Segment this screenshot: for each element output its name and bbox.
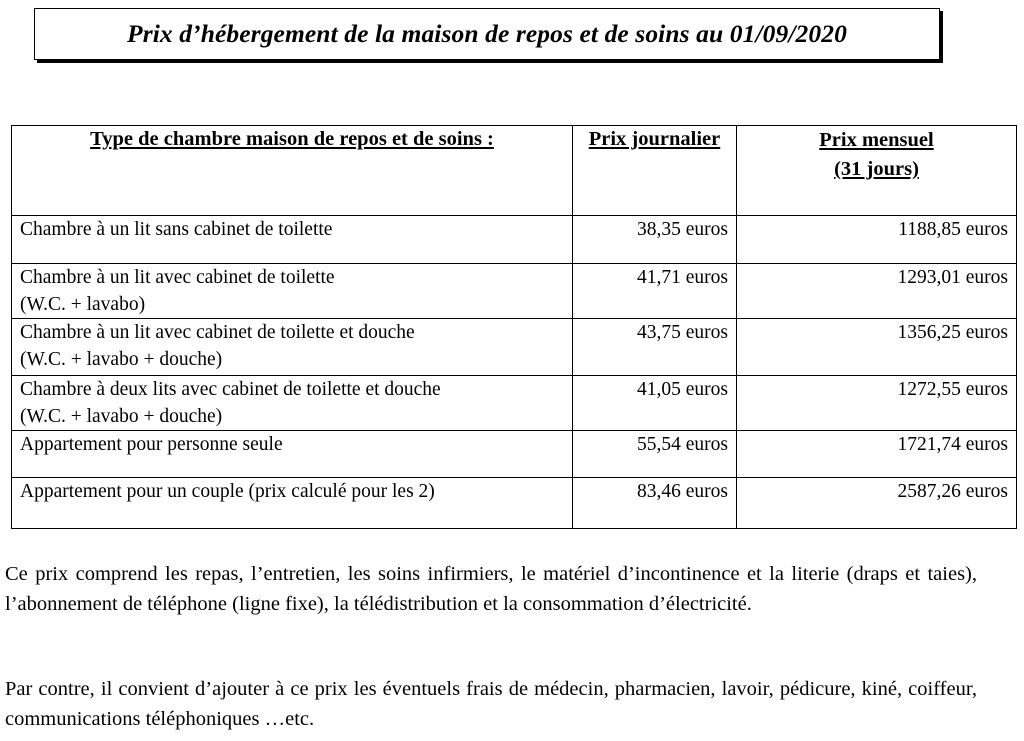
room-type-cell [12,478,573,529]
monthly-price: 1272,55 euros [737,376,1017,431]
daily-price: 38,35 euros [573,216,737,264]
table-row [12,376,1017,431]
room-detail: (W.C. + lavabo + douche) [20,406,223,427]
room-type-cell [12,216,573,264]
page-title: Prix d’hébergement de la maison de repos et de soins au 01/09/2020 [127,19,847,48]
table-row [12,478,1017,529]
monthly-price: 1188,85 euros [737,216,1017,264]
daily-price: 43,75 euros [573,319,737,376]
title-box [34,8,940,60]
room-type-cell [12,319,573,376]
daily-price: 83,46 euros [573,478,737,529]
room-detail: (W.C. + lavabo) [20,294,146,315]
daily-price: 41,05 euros [573,376,737,431]
monthly-price: 1721,74 euros [737,431,1017,478]
daily-price: 41,71 euros [573,264,737,319]
room-type-cell [12,376,573,431]
room-type: Chambre à un lit avec cabinet de toilette et douche [20,322,415,343]
table-row [12,431,1017,478]
room-type: Chambre à deux lits avec cabinet de toilette et douche [20,379,441,400]
room-type-cell [12,431,573,478]
daily-price: 55,54 euros [573,431,737,478]
header-daily-price: Prix journalier [573,126,737,216]
header-monthly-price [737,126,1017,216]
room-type: Chambre à un lit sans cabinet de toilette [20,219,333,240]
price-table [11,125,1017,529]
monthly-price: 2587,26 euros [737,478,1017,529]
header-room-type: Type de chambre maison de repos et de soins : [12,126,573,216]
monthly-price: 1356,25 euros [737,319,1017,376]
header-monthly-label: Prix mensuel [819,129,934,151]
table-row [12,216,1017,264]
monthly-price: 1293,01 euros [737,264,1017,319]
header-monthly-days: (31 jours) [834,158,919,180]
room-type: Appartement pour personne seule [20,434,283,455]
included-services-paragraph: Ce prix comprend les repas, l’entretien, les soins infirmiers, le matériel d’incontinence et la literie (draps et taies), l’abonnement de téléphone (ligne fixe), la télédistribution et la consommation d’électricité. [5,563,977,615]
extra-costs-paragraph: Par contre, il convient d’ajouter à ce prix les éventuels frais de médecin, pharmacien, lavoir, pédicure, kiné, coiffeur, communications téléphoniques …etc. [5,678,977,730]
table-header-row [12,126,1017,216]
table-row [12,319,1017,376]
room-type: Chambre à un lit avec cabinet de toilette [20,267,335,288]
room-detail: (W.C. + lavabo + douche) [20,349,223,370]
room-type-cell [12,264,573,319]
room-type: Appartement pour un couple (prix calculé pour les 2) [20,481,435,502]
table-row [12,264,1017,319]
